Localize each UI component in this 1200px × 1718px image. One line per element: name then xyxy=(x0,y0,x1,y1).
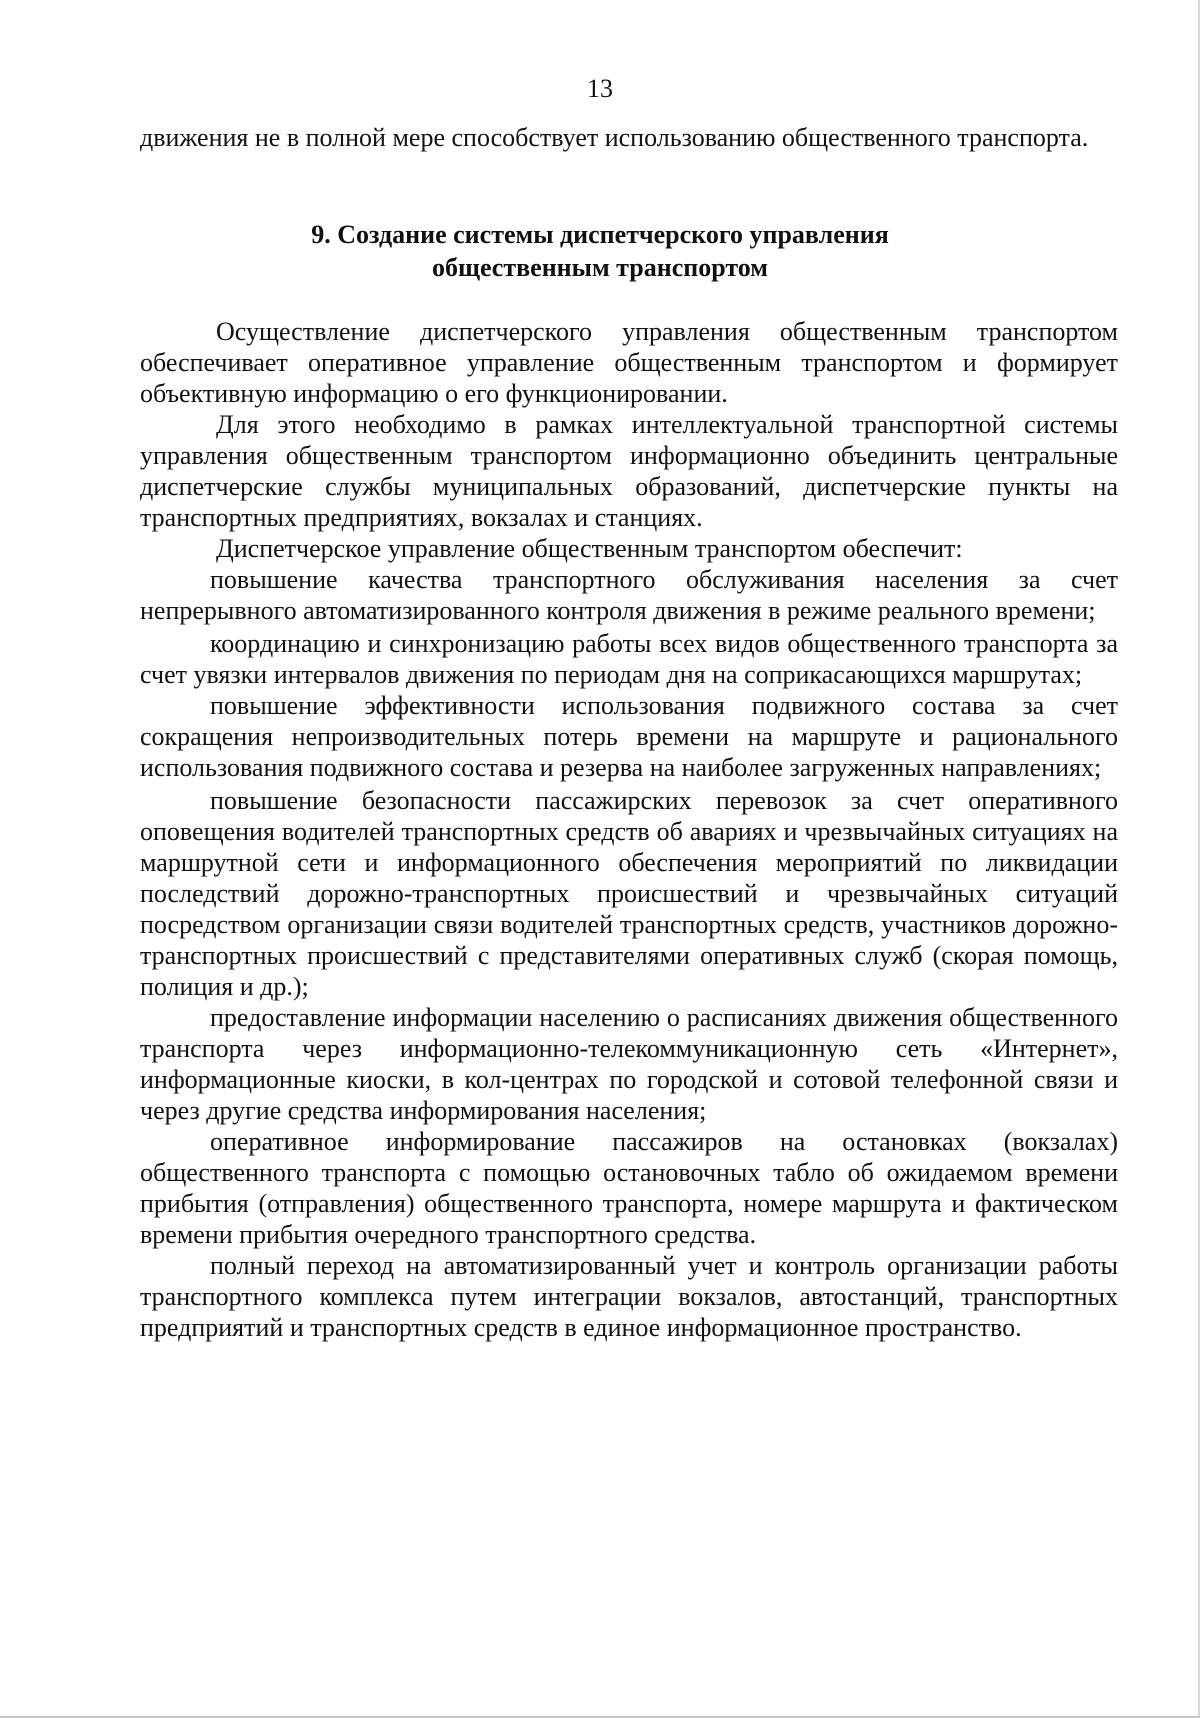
list-item-automation: полный переход на автоматизированный учет и контроль организации работы транспортного комплекса путем интеграции вокзалов, автостанций, транспортных предприятий и транспортных средств в единое информационное пространство. xyxy=(140,1251,1118,1342)
list-item-safety: повышение безопасности пассажирских перевозок за счет оперативного оповещения водителей транспортных средств об авариях и чрезвычайных ситуациях на маршрутной сети и информационного обеспечения мероприятий по ликвидации последствий дорожно-транспортных происшествий и чрезвычайных ситуаций посредством организации связи водителей транспортных средств, участников дорожно-транспортных происшествий с представителями оперативных служб (скорая помощь, полиция и др.); xyxy=(140,786,1118,1001)
list-item-quality: повышение качества транспортного обслуживания населения за счет непрерывного автоматизированного контроля движения в режиме реального времени; xyxy=(140,565,1118,625)
paragraph-intro: Осуществление диспетчерского управления общественным транспортом обеспечивает оперативное управление общественным транспортом и формирует объективную информацию о его функционировании. xyxy=(140,317,1118,408)
continuation-paragraph: движения не в полной мере способствует использованию общественного транспорта. xyxy=(140,123,1089,152)
section-heading-line-2: общественным транспортом xyxy=(432,253,768,282)
paragraph-list-lead: Диспетчерское управление общественным транспортом обеспечит: xyxy=(216,534,963,563)
list-item-information: предоставление информации населению о расписаниях движения общественного транспорта через информационно-телекоммуникационную сеть «Интернет», информационные киоски, в кол-центрах по городской и сотовой телефонной связи и через другие средства информирования населения; xyxy=(140,1003,1118,1125)
section-heading-line-1: 9. Создание системы диспетчерского управления xyxy=(311,220,889,249)
list-item-coordination: координацию и синхронизацию работы всех видов общественного транспорта за счет увязки интервалов движения по периодам дня на соприкасающихся маршрутах; xyxy=(140,629,1118,689)
paragraph-requirement: Для этого необходимо в рамках интеллектуальной транспортной системы управления общественным транспортом информационно объединить центральные диспетчерские службы муниципальных образований, диспетчерские пункты на транспортных предприятиях, вокзалах и станциях. xyxy=(140,410,1118,532)
page-number: 13 xyxy=(587,74,613,103)
list-item-efficiency: повышение эффективности использования подвижного состава за счет сокращения непроизводительных потерь времени на маршруте и рационального использования подвижного состава и резерва на наиболее загруженных направлениях; xyxy=(140,691,1118,782)
section-heading xyxy=(0,218,1200,284)
section-body xyxy=(140,316,1118,1343)
list-item-stop-boards: оперативное информирование пассажиров на остановках (вокзалах) общественного транспорта с помощью остановочных табло об ожидаемом времени прибытия (отправления) общественного транспорта, номере маршрута и фактическом времени прибытия очередного транспортного средства. xyxy=(140,1127,1118,1249)
continuation-text-block xyxy=(140,122,1118,153)
